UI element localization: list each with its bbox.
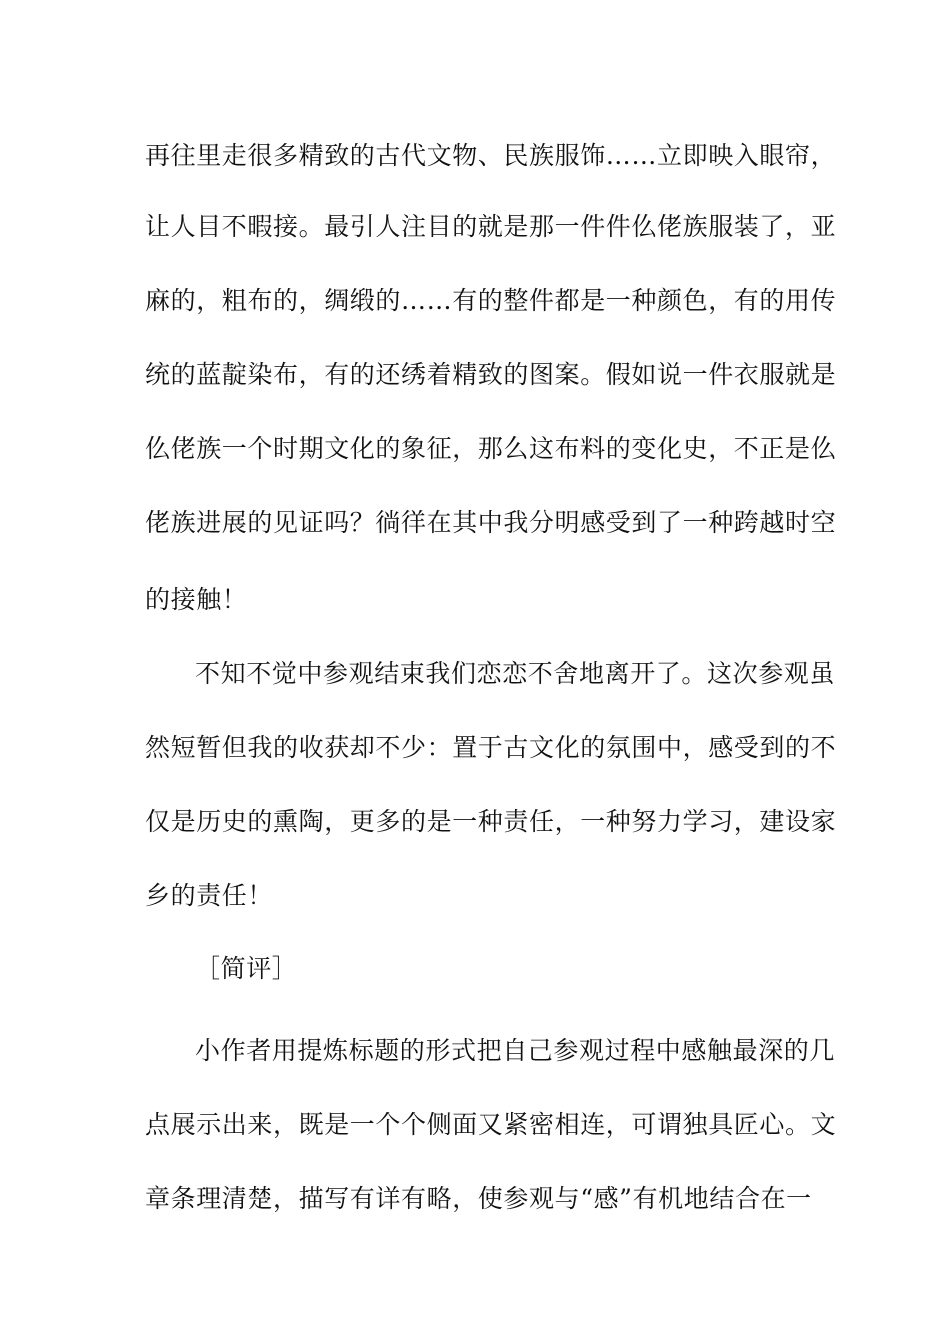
- text-line: 让人目不暇接。最引人注目的就是那一件件仫佬族服装了，亚: [145, 212, 837, 241]
- text-line: 佬族进展的见证吗？徜徉在其中我分明感受到了一种跨越时空: [145, 508, 837, 537]
- text-line: 的接触！: [145, 585, 248, 614]
- text-line: 麻的，粗布的，绸缎的……有的整件都是一种颜色，有的用传: [145, 286, 837, 315]
- text-line: 乡的责任！: [145, 881, 274, 910]
- text-line: 仅是历史的熏陶，更多的是一种责任，一种努力学习，建设家: [145, 807, 837, 836]
- text-line: 章条理清楚，描写有详有略，使参观与“感”有机地结合在一: [145, 1184, 812, 1213]
- section-heading: ［简评］: [195, 954, 298, 983]
- paragraph-start-line: 小作者用提炼标题的形式把自己参观过程中感触最深的几: [195, 1036, 836, 1065]
- text-line: 点展示出来，既是一个个侧面又紧密相连，可谓独具匠心。文: [145, 1110, 837, 1139]
- paragraph-start-line: 不知不觉中参观结束我们恋恋不舍地离开了。这次参观虽: [195, 659, 836, 688]
- text-line: 统的蓝靛染布，有的还绣着精致的图案。假如说一件衣服就是: [145, 360, 837, 389]
- text-line: 仫佬族一个时期文化的象征，那么这布料的变化史，不正是仫: [145, 434, 837, 463]
- text-line: 再往里走很多精致的古代文物、民族服饰……立即映入眼帘，: [145, 141, 837, 170]
- text-line: 然短暂但我的收获却不少：置于古文化的氛围中，感受到的不: [145, 733, 837, 762]
